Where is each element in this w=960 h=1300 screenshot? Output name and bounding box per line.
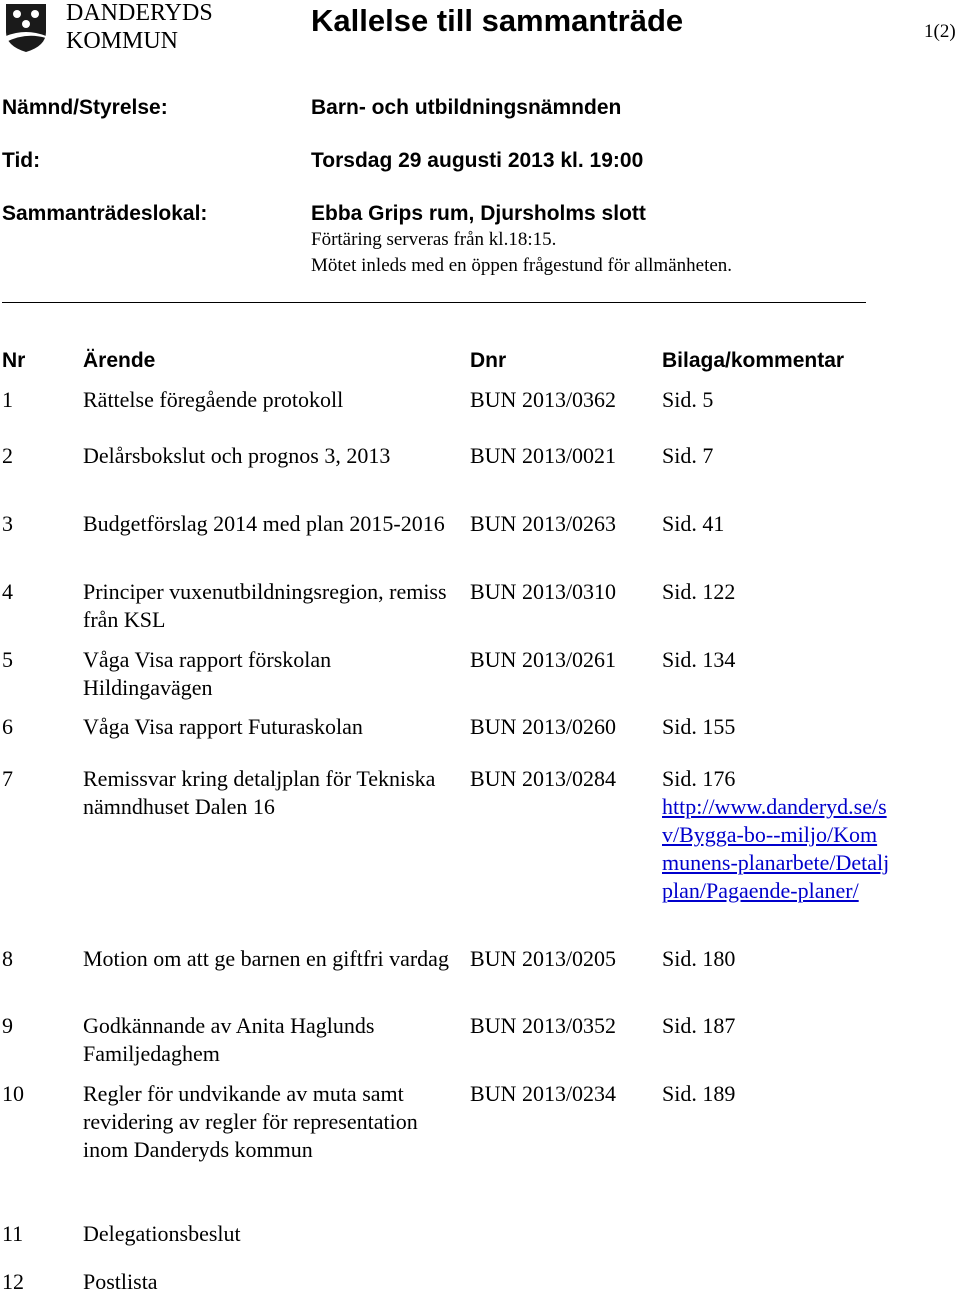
row-dnr: BUN 2013/0260 [470, 714, 617, 739]
page-number: 1(2) [924, 21, 956, 42]
row-nr: 8 [2, 946, 13, 971]
time-value: Torsdag 29 augusti 2013 kl. 19:00 [311, 149, 644, 172]
time-label: Tid: [2, 149, 41, 172]
row-dnr: BUN 2013/0263 [470, 511, 617, 536]
row-dnr: BUN 2013/0284 [470, 766, 617, 791]
row-dnr: BUN 2013/0310 [470, 579, 617, 604]
row-nr: 9 [2, 1013, 13, 1038]
org-name-line1: DANDERYDS [66, 0, 213, 26]
org-name-line2: KOMMUN [66, 28, 179, 54]
row-nr: 5 [2, 647, 13, 672]
row-item: Principer vuxenutbildningsregion, remiss från KSL [83, 579, 447, 632]
row-nr: 10 [2, 1081, 24, 1106]
row-dnr: BUN 2013/0205 [470, 946, 617, 971]
row-item: Delårsbokslut och prognos 3, 2013 [83, 443, 391, 468]
row-item: Postlista [83, 1269, 158, 1294]
row-comment: Sid. 176 [662, 766, 736, 791]
row-dnr: BUN 2013/0261 [470, 647, 617, 672]
crest-icon [4, 2, 48, 54]
detaljplan-link[interactable]: http://www.danderyd.se/sv/Bygga-bo--miljo/Kommunens-planarbete/Detaljplan/Pagaende-planer/ [662, 794, 890, 903]
row-dnr: BUN 2013/0352 [470, 1013, 617, 1038]
column-header-dnr: Dnr [470, 349, 507, 372]
venue-label: Sammanträdeslokal: [2, 202, 208, 225]
row-nr: 11 [2, 1221, 24, 1246]
row-comment: Sid. 5 [662, 387, 714, 412]
row-comment: Sid. 7 [662, 443, 714, 468]
board-label: Nämnd/Styrelse: [2, 96, 168, 119]
row-item: Rättelse föregående protokoll [83, 387, 344, 412]
row-item: Våga Visa rapport förskolan Hildingavägen [83, 647, 332, 700]
row-nr: 2 [2, 443, 13, 468]
row-nr: 7 [2, 766, 13, 791]
row-nr: 6 [2, 714, 13, 739]
board-value: Barn- och utbildningsnämnden [311, 96, 622, 119]
row-comment: Sid. 122 [662, 579, 736, 604]
row-nr: 12 [2, 1269, 24, 1294]
column-header-comment: Bilaga/kommentar [662, 349, 845, 372]
row-comment: Sid. 155 [662, 714, 736, 739]
row-comment: Sid. 41 [662, 511, 725, 536]
row-dnr: BUN 2013/0362 [470, 387, 617, 412]
row-item: Godkännande av Anita Haglunds Familjedaghem [83, 1013, 375, 1066]
venue-value: Ebba Grips rum, Djursholms slott [311, 202, 646, 225]
row-item: Regler för undvikande av muta samt revidering av regler för representation inom Danderyds kommun [83, 1081, 418, 1162]
meeting-note: Mötet inleds med en öppen frågestund för allmänheten. [311, 255, 733, 276]
row-item: Motion om att ge barnen en giftfri vardag [83, 946, 449, 971]
row-item: Delegationsbeslut [83, 1221, 241, 1246]
column-header-nr: Nr [2, 349, 26, 372]
row-dnr: BUN 2013/0234 [470, 1081, 617, 1106]
row-comment: Sid. 180 [662, 946, 736, 971]
row-comment: Sid. 187 [662, 1013, 736, 1038]
row-dnr: BUN 2013/0021 [470, 443, 617, 468]
row-comment: Sid. 189 [662, 1081, 736, 1106]
row-item: Budgetförslag 2014 med plan 2015-2016 [83, 511, 445, 536]
row-comment: Sid. 134 [662, 647, 736, 672]
row-nr: 4 [2, 579, 13, 604]
row-nr: 1 [2, 387, 13, 412]
meeting-note: Förtäring serveras från kl.18:15. [311, 229, 557, 250]
document-title: Kallelse till sammanträde [311, 3, 684, 38]
row-item: Våga Visa rapport Futuraskolan [83, 714, 363, 739]
column-header-item: Ärende [83, 349, 156, 372]
divider [2, 302, 866, 303]
row-nr: 3 [2, 511, 13, 536]
row-item: Remissvar kring detaljplan för Tekniska nämndhuset Dalen 16 [83, 766, 436, 819]
